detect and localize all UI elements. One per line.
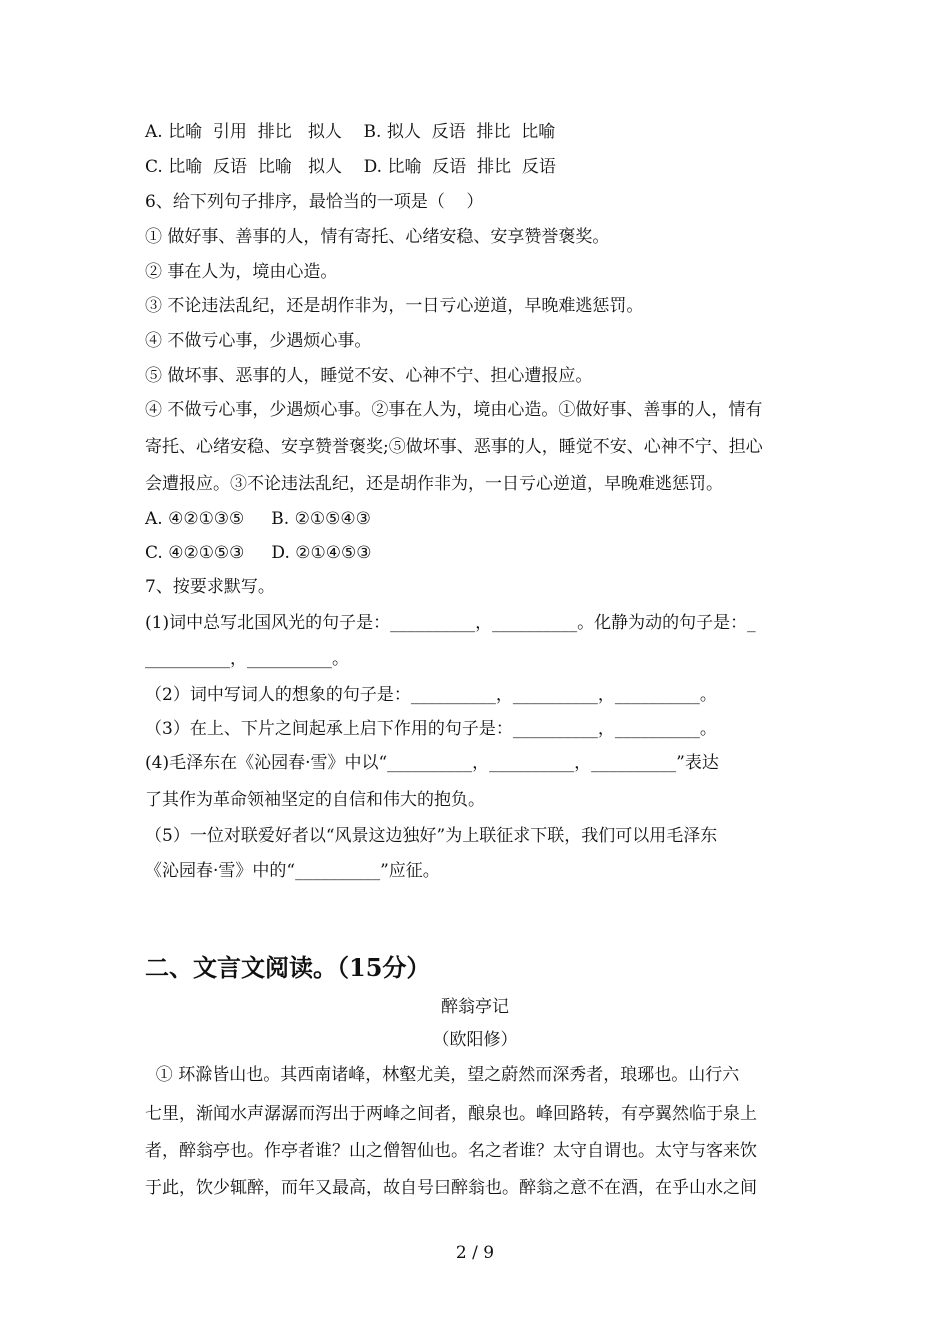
q7-part5-line1: （5）一位对联爱好者以“风景这边独好”为上联征求下联，我们可以用毛泽东 (145, 826, 718, 846)
q6-paragraph-line3: 会遭报应。③不论违法乱纪，还是胡作非为，一日亏心逆道，早晚难逃惩罚。 (145, 474, 723, 494)
q7-part2: （2）词中写词人的想象的句子是：__________，__________，__________。 (145, 685, 717, 705)
q6-sentence-1: ① 做好事、善事的人，情有寄托、心绪安稳、安享赞誉褒奖。 (145, 227, 610, 247)
q7-part4-line2: 了其作为革命领袖坚定的自信和伟大的抱负。 (145, 790, 485, 810)
q7-part1-line1: (1)词中总写北国风光的句子是：__________，__________。化静为动的句子是：_ (145, 613, 756, 633)
q6-stem: 6、给下列句子排序，最恰当的一项是（ ） (145, 192, 484, 212)
q6-sentence-3: ③ 不论违法乱纪，还是胡作非为，一日亏心逆道，早晚难逃惩罚。 (145, 296, 644, 316)
q5-options-line2: C. 比喻 反语 比喻 拟人 D. 比喻 反语 排比 反语 (145, 157, 556, 177)
passage-line-2: 七里，渐闻水声潺潺而泻出于两峰之间者，酿泉也。峰回路转，有亭翼然临于泉上 (145, 1104, 757, 1124)
q6-option-ab: A. ④②①③⑤ B. ②①⑤④③ (145, 509, 371, 529)
passage-title: 醉翁亭记 (441, 997, 509, 1017)
q6-option-cd: C. ④②①⑤③ D. ②①④⑤③ (145, 543, 372, 563)
q6-paragraph-line1: ④ 不做亏心事，少遇烦心事。②事在人为，境由心造。①做好事、善事的人，情有 (145, 400, 763, 420)
q6-sentence-2: ② 事在人为，境由心造。 (145, 262, 338, 282)
page-number: 2 / 9 (455, 1243, 495, 1263)
passage-author: （欧阳修） (432, 1030, 518, 1050)
q6-sentence-5: ⑤ 做坏事、恶事的人，睡觉不安、心神不宁、担心遭报应。 (145, 366, 593, 386)
q7-part5-line2: 《沁园春·雪》中的“__________”应征。 (145, 861, 440, 881)
q7-part3: （3）在上、下片之间起承上启下作用的句子是：__________，__________。 (145, 719, 717, 739)
passage-line-4: 于此，饮少辄醉，而年又最高，故自号曰醉翁也。醉翁之意不在酒，在乎山水之间 (145, 1178, 757, 1198)
q7-part1-line2: __________，__________。 (145, 649, 349, 669)
passage-line-3: 者，醉翁亭也。作亭者谁？山之僧智仙也。名之者谁？太守自谓也。太守与客来饮 (145, 1141, 757, 1161)
q6-paragraph-line2: 寄托、心绪安稳、安享赞誉褒奖;⑤做坏事、恶事的人，睡觉不安、心神不宁、担心 (145, 437, 763, 457)
section-heading: 二、文言文阅读。（15分） (145, 953, 431, 982)
q5-options-line1: A. 比喻 引用 排比 拟人 B. 拟人 反语 排比 比喻 (145, 122, 556, 142)
passage-line-1: ① 环滁皆山也。其西南诸峰，林壑尤美，望之蔚然而深秀者，琅琊也。山行六 (145, 1065, 740, 1085)
q7-stem: 7、按要求默写。 (145, 577, 275, 597)
q7-part4-line1: (4)毛泽东在《沁园春·雪》中以“__________，__________，__________”表达 (145, 753, 719, 773)
q6-sentence-4: ④ 不做亏心事，少遇烦心事。 (145, 331, 372, 351)
